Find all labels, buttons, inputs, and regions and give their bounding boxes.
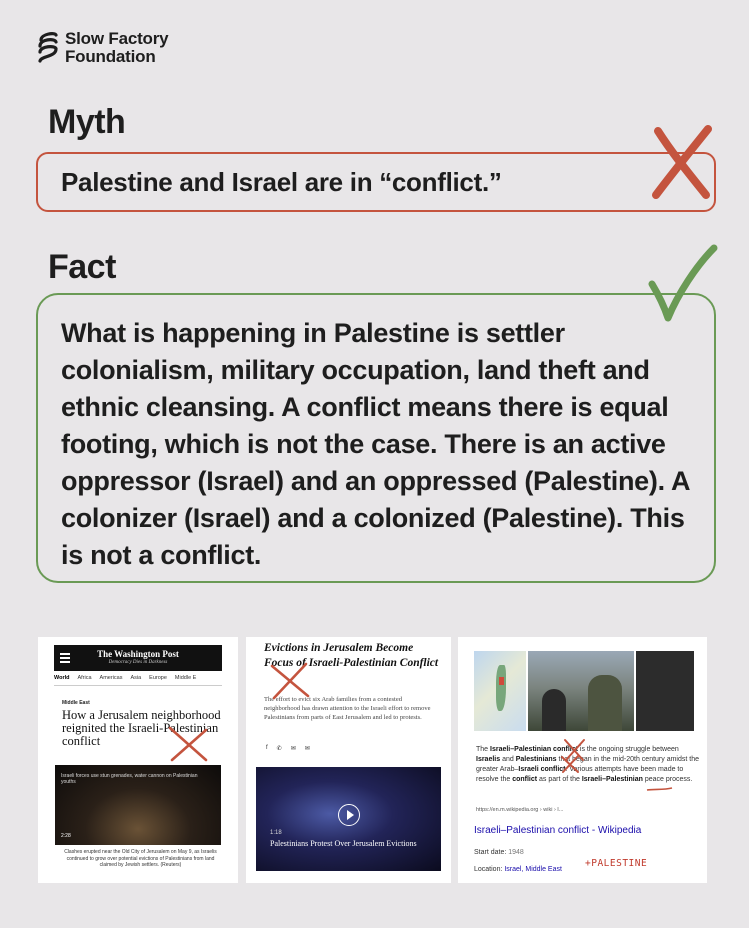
twitter-icon: ✉ — [290, 746, 296, 752]
wp-nav-item: World — [54, 675, 70, 681]
handwritten-annotation: +PALESTINE — [585, 858, 648, 869]
wk-start-value: 1948 — [508, 849, 524, 856]
x-mark-icon — [650, 125, 714, 199]
wikipedia-search-screenshot — [458, 637, 707, 883]
wk-snippet-part: The — [476, 746, 491, 753]
wk-snippet — [476, 745, 701, 785]
wk-snippet-part: and — [500, 756, 516, 763]
news-photo-image — [528, 651, 634, 731]
brand-logo — [37, 30, 168, 66]
wp-tagline: Democracy Dies in Darkness — [108, 660, 168, 665]
fact-statement: What is happening in Palestine is settler colonialism, military occupation, land theft and ethnic cleansing. A conflict means there is equal footing, which is not the case. There is an active oppressor (Israel) and an oppressed (Palestine). A colonizer (Israel) and a colonized (Palestine). This is not a conflict. — [61, 318, 690, 570]
wk-location-value: Israel, Middle East — [504, 866, 562, 873]
brand-line-1: Slow Factory — [65, 29, 169, 48]
facebook-icon: f — [266, 745, 268, 751]
whatsapp-icon: ✆ — [276, 746, 282, 752]
check-mark-icon — [648, 242, 718, 324]
wp-nav-item: Africa — [77, 675, 92, 681]
map-image — [474, 651, 526, 731]
nyt-video-title: Palestinians Protest Over Jerusalem Evictions — [270, 839, 417, 848]
wp-masthead: The Washington Post — [97, 649, 179, 659]
myth-statement: Palestine and Israel are in “conflict.” — [61, 166, 502, 197]
myth-box — [36, 152, 716, 212]
fact-heading: Fact — [48, 248, 116, 286]
brand-name — [65, 30, 168, 66]
wp-section-label: Middle East — [62, 700, 90, 706]
play-icon — [338, 804, 360, 826]
wk-snippet-part: is the ongoing struggle between — [577, 746, 679, 753]
myth-heading: Myth — [48, 103, 126, 141]
wk-snippet-bold: Palestinians — [515, 756, 557, 763]
wk-snippet-bold: conflict — [512, 776, 538, 783]
wp-photo-caption: Clashes erupted near the Old City of Jerusalem on May 9, as Israelis continued to grow over potential evictions of Palestinians from land claimed by Jewish settlers. (Reuters) — [64, 849, 217, 868]
wp-video-caption: Israeli forces use stun grenades, water cannon on Palestinian youths — [61, 773, 198, 785]
wp-nav-item: Asia — [130, 675, 142, 681]
wk-snippet-part: that began in the mid-20th century amidst the greater Arab– — [476, 756, 699, 773]
washington-post-screenshot — [38, 637, 238, 883]
wk-snippet-part: as part of the — [537, 776, 582, 783]
wk-snippet-bold: Israeli conflict — [518, 766, 566, 773]
nyt-screenshot — [246, 637, 451, 883]
wp-nav-item: Middle E — [174, 675, 197, 681]
wk-location-label: Location: — [474, 866, 505, 873]
wk-snippet-bold: Israelis — [476, 756, 501, 763]
wp-header-bar — [54, 645, 222, 671]
wk-result-title-link: Israeli–Palestinian conflict - Wikipedia — [474, 825, 642, 836]
email-icon: ✉ — [304, 746, 310, 752]
nyt-headline: Evictions in Jerusalem Become Focus of Israeli-Palestinian Conflict — [264, 642, 439, 669]
wp-nav — [54, 675, 222, 686]
wk-snippet-part: . Various attempts have been made to resolve the — [476, 766, 684, 783]
nyt-video-thumbnail — [256, 767, 441, 871]
wp-nav-item: Europe — [149, 675, 167, 681]
wp-headline: How a Jerusalem neighborhood reignited the Israeli-Palestinian conflict — [62, 708, 221, 748]
nyt-share-icons — [266, 745, 310, 752]
wp-video-time: 2:28 — [61, 833, 71, 839]
brand-line-2: Foundation — [65, 47, 156, 66]
slow-factory-logo-icon — [37, 30, 59, 66]
wk-location — [474, 866, 562, 873]
wk-result-url: https://en.m.wikipedia.org › wiki › I... — [476, 807, 564, 813]
nyt-video-time: 1:18 — [270, 830, 282, 836]
wk-snippet-bold: Israeli–Palestinian conflict — [490, 746, 578, 753]
wk-image-strip — [474, 651, 694, 731]
wk-start-date — [474, 849, 524, 856]
fact-box — [36, 293, 716, 583]
wk-snippet-part: peace process. — [642, 776, 693, 783]
wp-video-thumbnail — [55, 765, 221, 845]
wk-start-label: Start date: — [474, 849, 509, 856]
dark-photo-image — [636, 651, 694, 731]
nyt-summary: The effort to evict six Arab families from a contested neighborhood has drawn attention to the Israeli effort to remove Palestinians from parts of East Jerusalem and led to protests. — [264, 696, 431, 721]
wk-snippet-bold: Israeli–Palestinian — [581, 776, 643, 783]
wp-nav-item: Americas — [99, 675, 123, 681]
